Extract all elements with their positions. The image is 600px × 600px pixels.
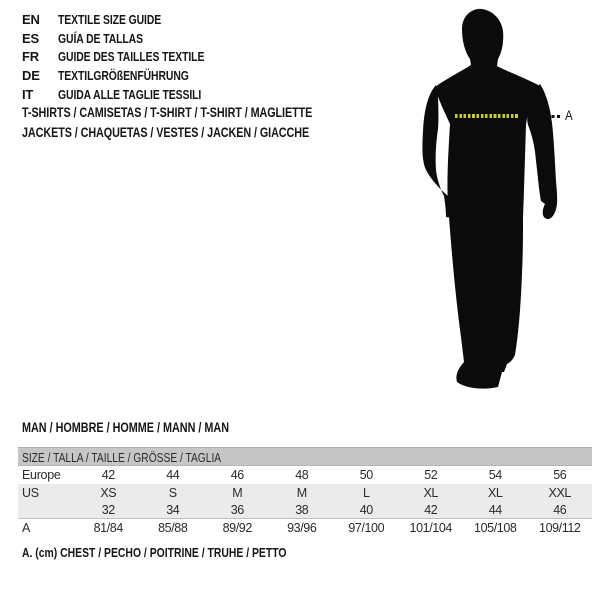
language-code: FR	[22, 49, 39, 65]
size-cell: 109/112	[539, 521, 581, 535]
size-cell: 42	[101, 468, 115, 482]
category-line-tshirts: T-SHIRTS / CAMISETAS / T-SHIRT / T-SHIRT / MAGLIETTE	[22, 105, 313, 120]
size-cell: 44	[166, 468, 180, 482]
guide-title: GUIDE DES TAILLES TEXTILE	[58, 49, 205, 65]
measure-callout-dashes	[546, 115, 563, 118]
size-cell: M	[232, 485, 243, 500]
guide-title: TEXTILGRÖßENFÜHRUNG	[58, 67, 189, 83]
category-line-jackets: JACKETS / CHAQUETAS / VESTES / JACKEN / GIACCHE	[22, 124, 310, 140]
size-cell: 34	[166, 502, 180, 517]
size-cell: M	[296, 485, 307, 500]
size-cell: XL	[488, 485, 503, 500]
size-cell: 93/96	[287, 521, 317, 535]
size-cell: 46	[230, 468, 244, 482]
size-table	[18, 447, 592, 537]
section-title-text: MAN / HOMBRE / HOMME / MANN / MAN	[22, 420, 229, 435]
size-cell: 89/92	[222, 521, 252, 535]
guide-title: TEXTILE SIZE GUIDE	[58, 11, 162, 27]
size-cell: 40	[359, 502, 373, 517]
language-code: ES	[22, 30, 39, 46]
table-row-us-letters	[18, 484, 592, 501]
section-title-man	[22, 420, 281, 435]
size-cell: 97/100	[348, 521, 385, 535]
size-cell: XL	[423, 485, 438, 500]
language-code: EN	[22, 11, 40, 27]
measure-label-a: A	[565, 108, 573, 123]
size-cell: 101/104	[409, 521, 452, 535]
size-cell: 54	[488, 468, 502, 482]
guide-title: GUÍA DE TALLAS	[58, 30, 143, 46]
size-cell: 44	[488, 502, 502, 517]
size-cell: 81/84	[93, 521, 123, 535]
language-code: IT	[22, 86, 34, 102]
size-cell: 46	[553, 502, 567, 517]
measurement-footnote	[22, 545, 353, 560]
row-label: US	[22, 485, 39, 500]
size-cell: 52	[424, 468, 438, 482]
size-cell: XS	[100, 485, 117, 500]
size-cell: XXL	[548, 485, 571, 500]
language-code: DE	[22, 67, 40, 83]
chest-measure-dashed-line	[455, 114, 518, 118]
size-cell: 48	[295, 468, 309, 482]
table-row-chest-a	[18, 518, 592, 537]
size-cell: 85/88	[158, 521, 188, 535]
size-cell: 32	[101, 502, 115, 517]
size-cell: 38	[295, 502, 309, 517]
table-row-us-numbers	[18, 501, 592, 518]
size-cell: 50	[359, 468, 373, 482]
size-cell: 42	[424, 502, 438, 517]
size-cell: 105/108	[474, 521, 517, 535]
row-label: Europe	[22, 468, 61, 482]
size-cell: 36	[230, 502, 244, 517]
size-cell: S	[168, 485, 177, 500]
table-row-europe	[18, 466, 592, 484]
size-table-header	[18, 447, 592, 466]
row-label: A	[22, 521, 31, 535]
table-group-us	[18, 484, 592, 518]
guide-title: GUIDA ALLE TAGLIE TESSILI	[58, 86, 202, 102]
size-cell: L	[362, 485, 370, 500]
measurement-footnote-text: A. (cm) CHEST / PECHO / POITRINE / TRUHE / PETTO	[22, 545, 287, 560]
size-table-header-text: SIZE / TALLA / TAILLE / GRÖSSE / TAGLIA	[22, 450, 222, 465]
size-cell: 56	[553, 468, 567, 482]
man-silhouette	[408, 5, 570, 395]
